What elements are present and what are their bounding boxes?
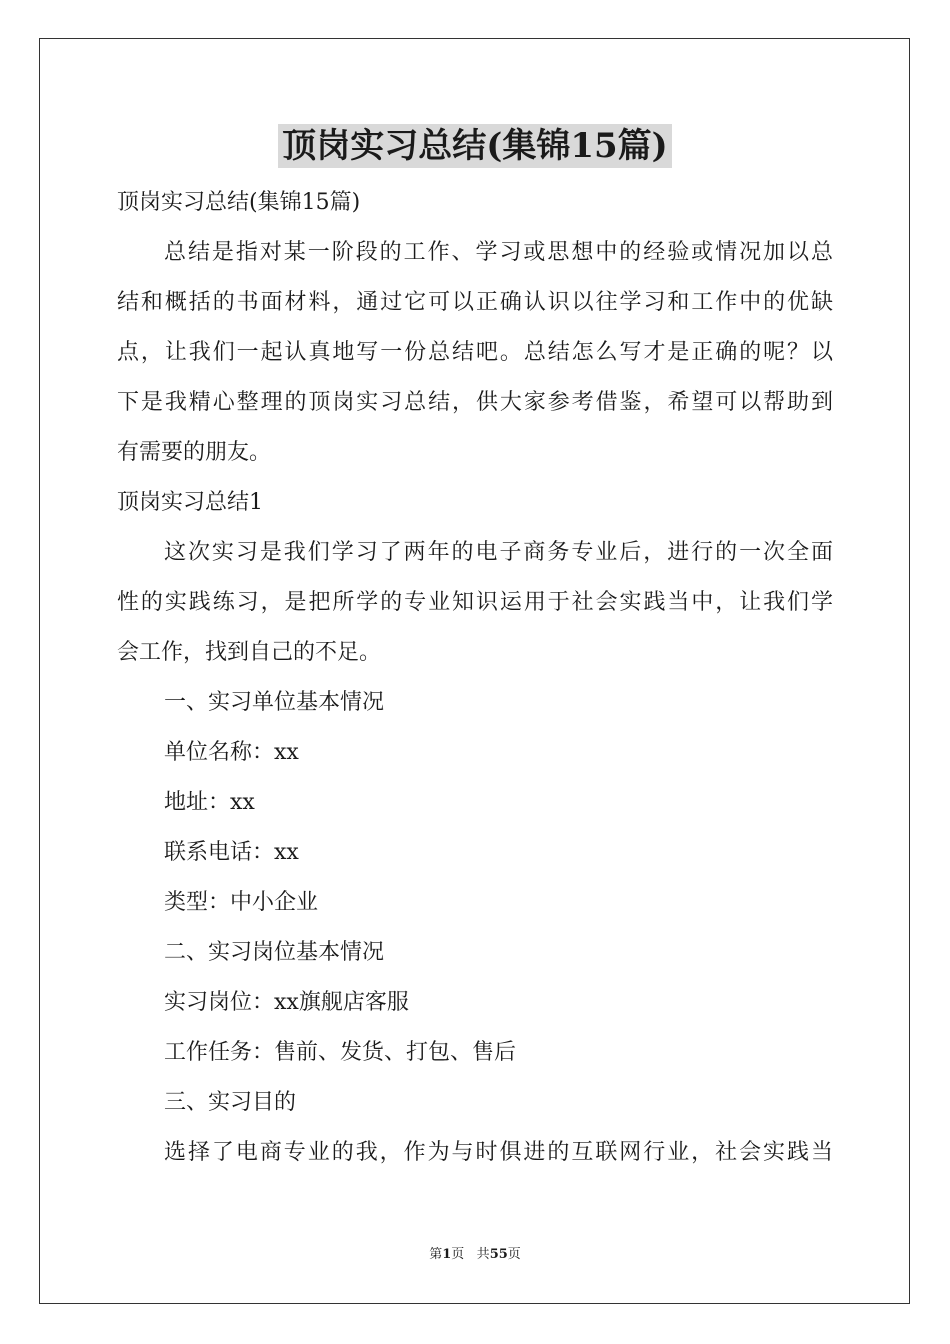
paragraph-line: 总结是指对某一阶段的工作、学习或思想中的经验或情况加以总 — [164, 240, 833, 265]
list-item: 类型：中小企业 — [164, 890, 319, 915]
page-footer — [0, 1245, 950, 1265]
paragraph-line: 点，让我们一起认真地写一份总结吧。总结怎么写才是正确的呢？以 — [117, 340, 833, 365]
total-pages: 55 — [489, 1247, 508, 1262]
paragraph-line: 结和概括的书面材料，通过它可以正确认识以往学习和工作中的优缺 — [117, 290, 833, 315]
paragraph-line: 这次实习是我们学习了两年的电子商务专业后，进行的一次全面 — [164, 540, 833, 565]
paragraph-line: 会工作，找到自己的不足。 — [117, 640, 382, 665]
paragraph-line: 性的实践练习，是把所学的专业知识运用于社会实践当中，让我们学 — [117, 590, 833, 615]
total-prefix: 共 — [476, 1247, 490, 1262]
list-heading: 二、实习岗位基本情况 — [164, 940, 385, 965]
page-prefix: 第 — [429, 1247, 443, 1262]
section-heading: 顶岗实习总结1 — [117, 490, 263, 515]
list-item: 工作任务：售前、发货、打包、售后 — [164, 1040, 517, 1065]
list-heading: 三、实习目的 — [164, 1090, 297, 1115]
title-wrap — [0, 124, 950, 168]
list-item: 单位名称：xx — [164, 740, 299, 765]
page-number: 1 — [442, 1247, 452, 1262]
document-body — [117, 178, 833, 1178]
list-item: 实习岗位：xx旗舰店客服 — [164, 990, 409, 1015]
total-suffix: 页 — [507, 1247, 521, 1262]
list-heading: 一、实习单位基本情况 — [164, 690, 385, 715]
paragraph-line: 有需要的朋友。 — [117, 440, 272, 465]
page-suffix: 页 — [451, 1247, 465, 1262]
list-item: 地址：xx — [164, 790, 255, 815]
list-item: 联系电话：xx — [164, 840, 299, 865]
document-title: 顶岗实习总结(集锦15篇) — [278, 124, 672, 168]
paragraph-line: 下是我精心整理的顶岗实习总结，供大家参考借鉴，希望可以帮助到 — [117, 390, 833, 415]
subtitle-line: 顶岗实习总结(集锦15篇) — [117, 190, 361, 215]
paragraph-line: 选择了电商专业的我，作为与时俱进的互联网行业，社会实践当 — [164, 1140, 833, 1165]
